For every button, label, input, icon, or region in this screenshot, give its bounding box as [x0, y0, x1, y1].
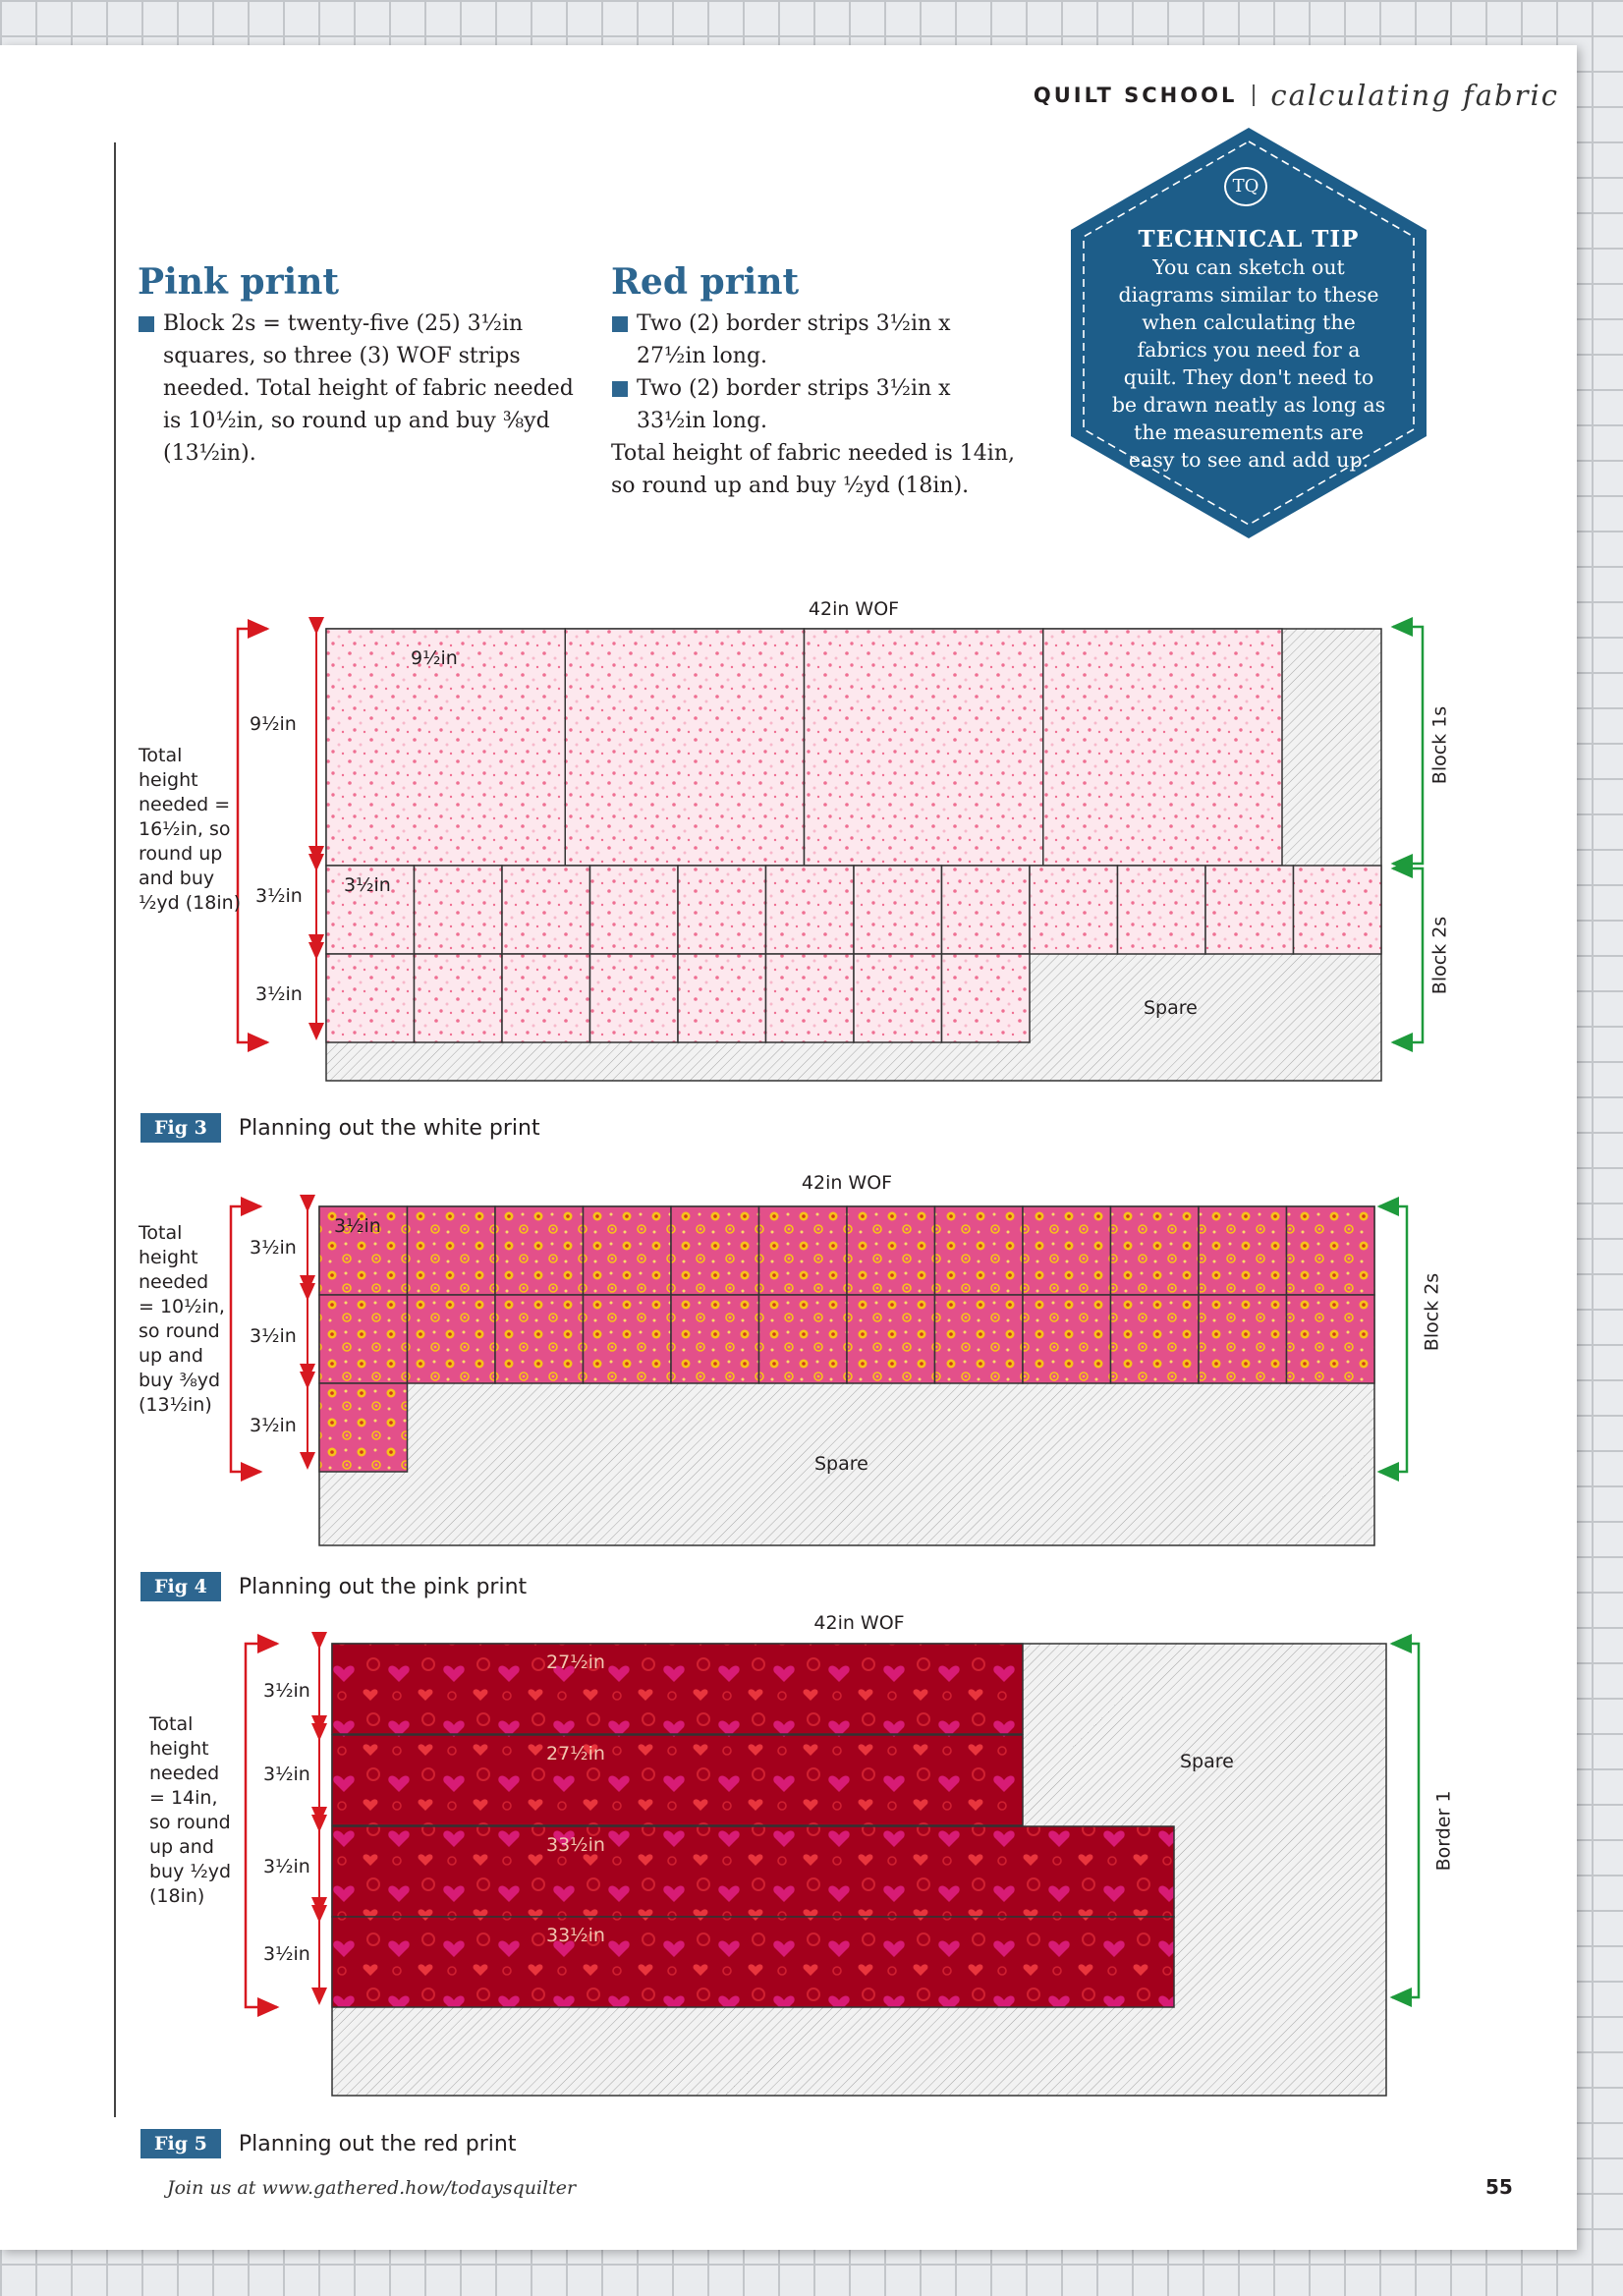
fig3-block2-square — [942, 954, 1031, 1042]
fig5-spare-label: Spare — [1180, 1751, 1234, 1772]
fig3-block2s-label: Block 2s — [1428, 916, 1451, 995]
section-label: QUILT SCHOOL — [1033, 84, 1238, 107]
fig5-dim-label: 3½in — [263, 1680, 310, 1702]
fig4-block2-square — [584, 1206, 672, 1295]
footer-text: Join us at www.gathered.how/todaysquilter — [167, 2177, 577, 2199]
fig3-block1s-bracket — [1393, 627, 1423, 864]
fig4-block2-square — [319, 1295, 408, 1383]
fig5-dim-label: 3½in — [263, 1943, 310, 1965]
fig4-block2-square — [847, 1206, 935, 1295]
fig5-caption — [140, 2129, 516, 2158]
fig4-block2-square — [1199, 1295, 1287, 1383]
fig4-block2-square — [847, 1295, 935, 1383]
fig3-dim-label: 9½in — [250, 713, 297, 735]
fig3-block2-square — [1294, 866, 1382, 954]
fig4-block2-square — [1111, 1206, 1200, 1295]
fig3-block2-square — [766, 866, 855, 954]
fig3-dim-label: 3½in — [255, 885, 303, 907]
fig5-border-strip — [332, 1735, 1023, 1825]
pink-print-bullet: Block 2s = twenty-five (25) 3½in squares, so three (3) WOF strips needed. Total height of fabric needed is 10½in, so round up and buy ⅜yd (13½in). — [138, 308, 589, 470]
fig3-total-bracket — [238, 629, 267, 1042]
fig3-total-text: and buy — [139, 868, 215, 889]
red-print-bullet: Two (2) border strips 3½in x 27½in long. — [611, 308, 1024, 372]
fig3-block2-square — [678, 866, 766, 954]
fig3-total-text: Total — [139, 745, 183, 766]
fig4-total-text: needed — [139, 1271, 209, 1293]
fig3-block2-square — [1205, 866, 1294, 954]
page-number: 55 — [1485, 2175, 1513, 2199]
fig5-strip-label: 27½in — [546, 1743, 605, 1764]
fig4-total-text: (13½in) — [139, 1394, 212, 1416]
tip-body: You can sketch out diagrams similar to these when calculating the fabrics you need for a quilt. They don't need to be drawn neatly as long as the measurements are easy to see and add up. — [1111, 255, 1386, 472]
fig3-caption — [140, 1113, 540, 1143]
fig3-block2-square — [766, 954, 855, 1042]
fig4-spare-label: Spare — [814, 1453, 868, 1475]
fig4-caption — [140, 1572, 527, 1601]
fig3-total-text: round up — [139, 843, 223, 865]
fig4-caption-text: Planning out the pink print — [238, 1574, 528, 1599]
fig5-border-strip — [332, 1644, 1023, 1734]
fig5-caption-text: Planning out the red print — [238, 2131, 517, 2156]
fig4-block2-square — [1287, 1206, 1375, 1295]
fig4-block2-square — [1287, 1295, 1375, 1383]
fig5-total-text: so round — [149, 1812, 231, 1833]
fig4-dim-label: 3½in — [250, 1237, 297, 1259]
fig4-block2-square — [319, 1383, 408, 1472]
fig4-inner-dim: 3½in — [334, 1215, 381, 1237]
fig5-wof-label: 42in WOF — [813, 1612, 905, 1634]
fig3-block1-square — [565, 629, 804, 866]
fig4-block2-square — [759, 1295, 848, 1383]
fig4-block2-square — [408, 1295, 496, 1383]
fig5-tag: Fig 5 — [140, 2129, 221, 2158]
fig3-wof-label: 42in WOF — [808, 598, 900, 620]
fig5-strip-label: 33½in — [546, 1834, 605, 1856]
fig3-block1-square — [805, 629, 1043, 866]
fig3-tag: Fig 3 — [140, 1113, 221, 1143]
fig3-block2-square — [1030, 866, 1118, 954]
fig3-spare-label: Spare — [1144, 997, 1198, 1019]
fig5-border1-bracket — [1392, 1644, 1419, 1997]
fig5-border1-label: Border 1 — [1432, 1790, 1455, 1872]
fig3-block2-square — [415, 866, 503, 954]
fig5-dim-label: 3½in — [263, 1856, 310, 1877]
fig4-block2-square — [495, 1206, 584, 1295]
fig4-block2-square — [671, 1295, 759, 1383]
fig3-block2-square — [942, 866, 1031, 954]
fig5-dim-label: 3½in — [263, 1764, 310, 1785]
fig4-tag: Fig 4 — [140, 1572, 221, 1601]
fig4-total-text: so round — [139, 1320, 220, 1342]
fig4-total-text: = 10½in, — [139, 1296, 225, 1317]
fig4-dim-label: 3½in — [250, 1325, 297, 1347]
fig3-block2-square — [590, 954, 679, 1042]
fig4-block2-square — [1111, 1295, 1200, 1383]
fig3-block2-square — [326, 954, 415, 1042]
fig5-total-text: height — [149, 1738, 209, 1760]
red-print-bullet: Two (2) border strips 3½in x 33½in long. — [611, 372, 1024, 437]
fig4-dim-label: 3½in — [250, 1415, 297, 1436]
fig3-block2-square — [590, 866, 679, 954]
fig3-block2-square — [854, 954, 942, 1042]
fig5-total-text: Total — [149, 1713, 194, 1735]
fig4-total-text: Total — [139, 1222, 183, 1244]
fig3-block2-square — [678, 954, 766, 1042]
fig4-total-text: buy ⅜yd — [139, 1370, 221, 1391]
fig4-block2-square — [935, 1206, 1024, 1295]
tq-logo: TQ — [1224, 167, 1267, 206]
fig3-total-text: height — [139, 769, 198, 791]
topic-label: calculating fabric — [1270, 79, 1559, 112]
fig3-caption-text: Planning out the white print — [238, 1115, 540, 1141]
fig5-total-text: buy ½yd — [149, 1861, 232, 1882]
fig3-total-text: needed = — [139, 794, 231, 815]
red-print-total: Total height of fabric needed is 14in, so round up and buy ½yd (18in). — [611, 441, 1015, 498]
pink-print-heading: Pink print — [138, 261, 340, 303]
fig5-strip-label: 33½in — [546, 1925, 605, 1946]
fig5-border-strip — [332, 1826, 1174, 1917]
fig4-block2-square — [1023, 1295, 1111, 1383]
fig5-total-text: = 14in, — [149, 1787, 218, 1809]
fig3-block1s-label: Block 1s — [1428, 705, 1451, 785]
fig3-block2-square — [502, 866, 590, 954]
fig4-block2-square — [935, 1295, 1024, 1383]
fig3-inner-dim: 3½in — [344, 874, 391, 896]
fig4-block2-square — [1023, 1206, 1111, 1295]
fig4-block2-square — [584, 1295, 672, 1383]
fig3-total-text: ½yd (18in) — [139, 892, 242, 914]
tip-heading: TECHNICAL TIP — [1138, 226, 1360, 252]
fig3-block1-square — [1043, 629, 1282, 866]
fig5-total-text: (18in) — [149, 1885, 205, 1907]
fig3-block2s-bracket — [1393, 868, 1423, 1042]
fig3-block2-square — [502, 954, 590, 1042]
fig4-block2-square — [408, 1206, 496, 1295]
fig5-strip-label: 27½in — [546, 1652, 605, 1673]
fig3-total-text: 16½in, so — [139, 818, 231, 840]
fig4-block2s-label: Block 2s — [1421, 1272, 1443, 1352]
fig4-block2-square — [495, 1295, 584, 1383]
fig4-block2s-bracket — [1379, 1206, 1407, 1472]
fig4-block2-square — [1199, 1206, 1287, 1295]
fig5-border-strip — [332, 1917, 1174, 2007]
fig3-block2-square — [854, 866, 942, 954]
fig4-block2-square — [671, 1206, 759, 1295]
fig5-total-text: needed — [149, 1763, 220, 1784]
red-print-heading: Red print — [611, 261, 800, 303]
fig3-block2-square — [415, 954, 503, 1042]
fig4-wof-label: 42in WOF — [801, 1172, 893, 1194]
fig4-block2-square — [759, 1206, 848, 1295]
fig5-total-text: up and — [149, 1836, 214, 1858]
fig3-dim-label: 3½in — [255, 983, 303, 1005]
fig3-block2-square — [1118, 866, 1206, 954]
fig4-total-text: height — [139, 1247, 198, 1268]
fig3-inner-dim: 9½in — [411, 647, 458, 669]
fig4-total-text: up and — [139, 1345, 203, 1367]
